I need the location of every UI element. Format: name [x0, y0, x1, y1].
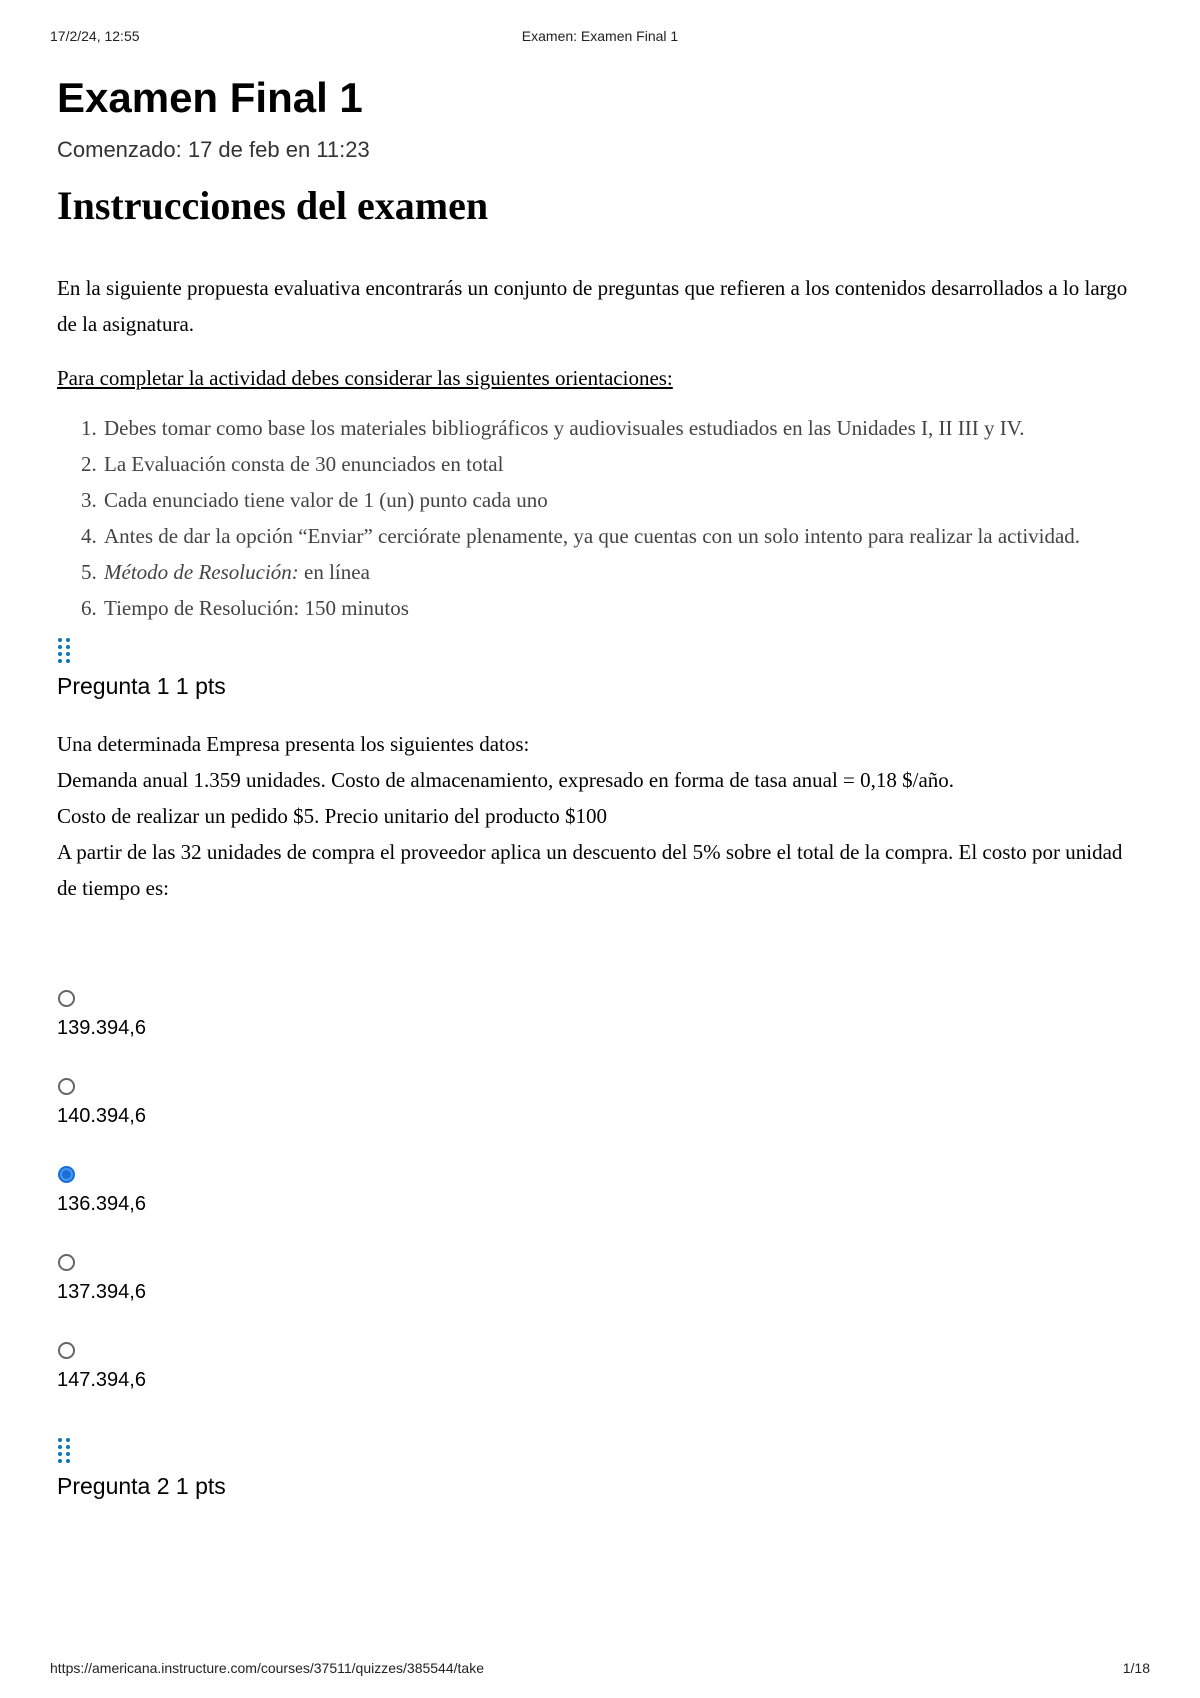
instructions-heading: Instrucciones del examen — [57, 183, 489, 228]
instruction-item: 2. La Evaluación consta de 30 enunciados en total — [102, 446, 1147, 482]
print-url: https://americana.instructure.com/courses/37511/quizzes/385544/take — [50, 1660, 484, 1676]
orientations-label: Para completar la actividad debes considerar las siguientes orientaciones: — [57, 366, 673, 390]
radio-button[interactable] — [58, 1342, 75, 1359]
answer-option[interactable] — [57, 1166, 1147, 1250]
answer-option[interactable] — [57, 1078, 1147, 1162]
answer-label: 136.394,6 — [57, 1193, 146, 1215]
question-header: Pregunta 2 1 pts — [57, 1473, 226, 1499]
radio-button[interactable] — [58, 990, 75, 1007]
question-2 — [57, 1436, 1147, 1502]
instructions-intro: En la siguiente propuesta evaluativa encontrarás un conjunto de preguntas que refieren a los contenidos desarrollados a lo largo de la asignatura. — [57, 276, 1128, 336]
instruction-item: 5. Método de Resolución: en línea — [102, 554, 1147, 590]
print-page-number: 1/18 — [1122, 1660, 1150, 1676]
answer-label: 139.394,6 — [57, 1017, 146, 1039]
drag-handle-icon[interactable] — [57, 636, 81, 666]
instruction-item: 1. Debes tomar como base los materiales bibliográficos y audiovisuales estudiados en las Unidades I, II III y IV. — [102, 410, 1147, 446]
question-text: Una determinada Empresa presenta los siguientes datos: Demanda anual 1.359 unidades. Costo de almacenamiento, expresado en forma de tasa anual = 0,18 $/año. Costo de realizar un pedido $5. Precio unitario del producto $100 A partir de las 32 unidades de compra el proveedor aplica un descuento del 5% sobre el total de la compra. El costo por unidad de tiempo es: — [57, 732, 1123, 900]
quiz-started-time: Comenzado: 17 de feb en 11:23 — [57, 137, 370, 162]
instruction-item-label: Método de Resolución: — [104, 560, 299, 584]
answer-list — [57, 990, 1147, 1426]
instructions-list — [57, 410, 1147, 626]
radio-button-selected[interactable] — [58, 1166, 75, 1183]
instruction-item: 3. Cada enunciado tiene valor de 1 (un) punto cada uno — [102, 482, 1147, 518]
instruction-item: 6. Tiempo de Resolución: 150 minutos — [102, 590, 1147, 626]
answer-label: 147.394,6 — [57, 1369, 146, 1391]
quiz-content — [57, 70, 1147, 1502]
radio-button[interactable] — [58, 1254, 75, 1271]
quiz-title: Examen Final 1 — [57, 74, 363, 121]
instruction-item: 4. Antes de dar la opción “Enviar” cerciórate plenamente, ya que cuentas con un solo intento para realizar la actividad. — [102, 518, 1147, 554]
question-1 — [57, 636, 1147, 1426]
print-page-title: Examen: Examen Final 1 — [521, 28, 679, 44]
print-timestamp: 17/2/24, 12:55 — [50, 28, 140, 44]
print-footer — [50, 1660, 1150, 1680]
answer-label: 140.394,6 — [57, 1105, 146, 1127]
print-header — [50, 28, 1150, 48]
answer-option[interactable] — [57, 1342, 1147, 1426]
answer-option[interactable] — [57, 990, 1147, 1074]
question-header: Pregunta 1 1 pts — [57, 673, 226, 699]
answer-label: 137.394,6 — [57, 1281, 146, 1303]
answer-option[interactable] — [57, 1254, 1147, 1338]
drag-handle-icon[interactable] — [57, 1436, 81, 1466]
radio-button[interactable] — [58, 1078, 75, 1095]
